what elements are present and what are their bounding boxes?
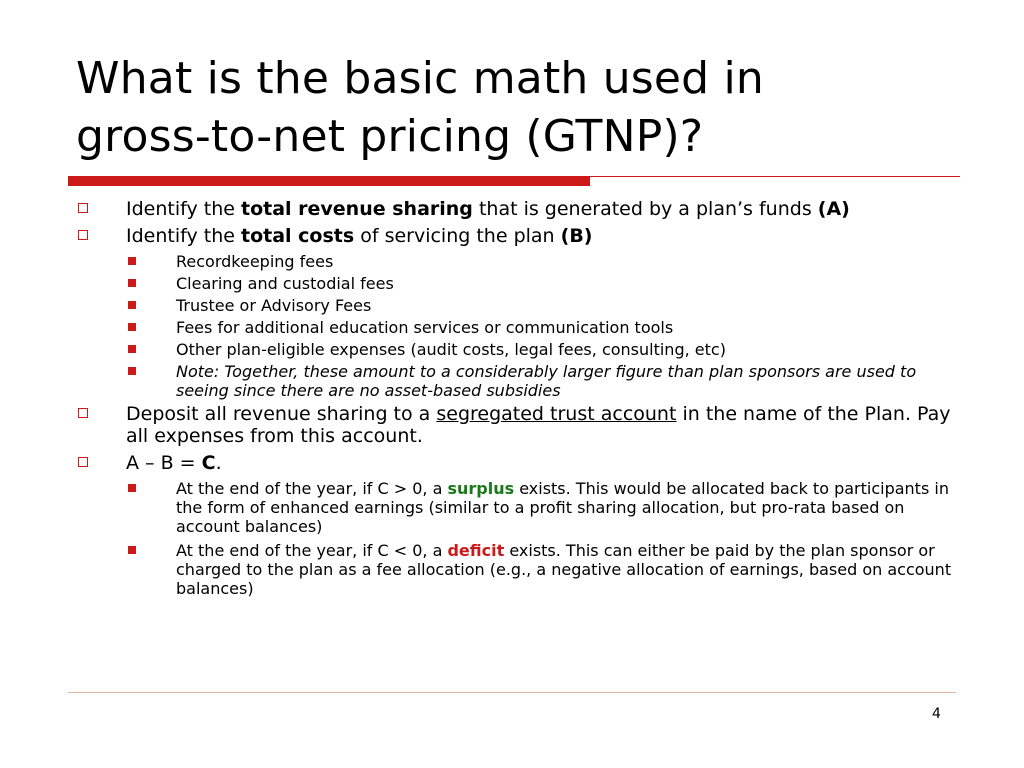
title-line-2: gross-to-net pricing (GTNP)? (76, 111, 704, 162)
filled-square-bullet-icon (128, 546, 136, 554)
title-underline-thin (590, 176, 960, 177)
bullet-text: Identify the (126, 198, 241, 220)
sub-bullet-text: Recordkeeping fees (176, 252, 334, 271)
sub-bullet-note (76, 362, 956, 400)
footer-divider (68, 692, 956, 693)
filled-square-bullet-icon (128, 484, 136, 492)
sub-bullet (76, 340, 956, 359)
slide-body (76, 198, 956, 603)
page-number: 4 (932, 706, 941, 722)
sub-bullet-surplus (76, 479, 956, 536)
bullet-text: Identify the (126, 225, 241, 247)
sub-bullet-text: At the end of the year, if C > 0, a (176, 479, 448, 498)
deficit-highlight: deficit (447, 541, 505, 560)
bullet-text: that is generated by a plan’s funds (472, 198, 818, 220)
filled-square-bullet-icon (128, 257, 136, 265)
sub-bullet-text: exists. This can either be paid by the plan sponsor or charged to the plan as a fee allocation (e.g., a negative allocation of earnings, based on account balances) (176, 541, 952, 598)
hollow-square-bullet-icon (78, 457, 88, 467)
sub-bullet-text: exists. This would be allocated back to participants in the form of enhanced earnings (similar to a profit sharing allocation, but pro-rata based on account balances) (176, 479, 949, 536)
bullet-formula (76, 452, 956, 474)
underlined-term: segregated trust account (436, 403, 677, 425)
sub-bullet (76, 318, 956, 337)
bullet-deposit (76, 403, 956, 447)
title-line-1: What is the basic math used in (76, 53, 764, 104)
bullet-text: in the name of the Plan. Pay all expenses from this account. (126, 403, 951, 447)
bullet-tag: (A) (817, 198, 850, 220)
surplus-highlight: surplus (447, 479, 515, 498)
bullet-bold-text: total costs (240, 225, 355, 247)
sub-bullet (76, 274, 956, 293)
hollow-square-bullet-icon (78, 230, 88, 240)
sub-bullet-text: Note: Together, these amount to a considerably larger figure than plan sponsors are used to seeing since there are no asset-based subsidies (176, 362, 917, 400)
filled-square-bullet-icon (128, 279, 136, 287)
hollow-square-bullet-icon (78, 203, 88, 213)
sub-bullet-text: Trustee or Advisory Fees (176, 296, 372, 315)
filled-square-bullet-icon (128, 367, 136, 375)
bullet-identify-revenue (76, 198, 956, 220)
bullet-tag: (B) (560, 225, 593, 247)
title-underline-thick (68, 176, 590, 186)
sub-bullet-text: Clearing and custodial fees (176, 274, 394, 293)
sub-bullet-text: Fees for additional education services or communication tools (176, 318, 674, 337)
sub-bullet-text: Other plan-eligible expenses (audit costs, legal fees, consulting, etc) (176, 340, 726, 359)
sub-bullet-deficit (76, 541, 956, 598)
sub-bullet (76, 252, 956, 271)
bullet-text: A – B = (126, 452, 202, 474)
filled-square-bullet-icon (128, 301, 136, 309)
bullet-bold-text: C (201, 452, 216, 474)
bullet-identify-costs (76, 225, 956, 247)
sub-bullet-text: At the end of the year, if C < 0, a (176, 541, 448, 560)
slide-title (76, 50, 956, 166)
filled-square-bullet-icon (128, 345, 136, 353)
hollow-square-bullet-icon (78, 408, 88, 418)
bullet-bold-text: total revenue sharing (240, 198, 473, 220)
bullet-text: . (215, 452, 222, 474)
filled-square-bullet-icon (128, 323, 136, 331)
bullet-text: of servicing the plan (354, 225, 561, 247)
sub-bullet (76, 296, 956, 315)
bullet-text: Deposit all revenue sharing to a (126, 403, 437, 425)
